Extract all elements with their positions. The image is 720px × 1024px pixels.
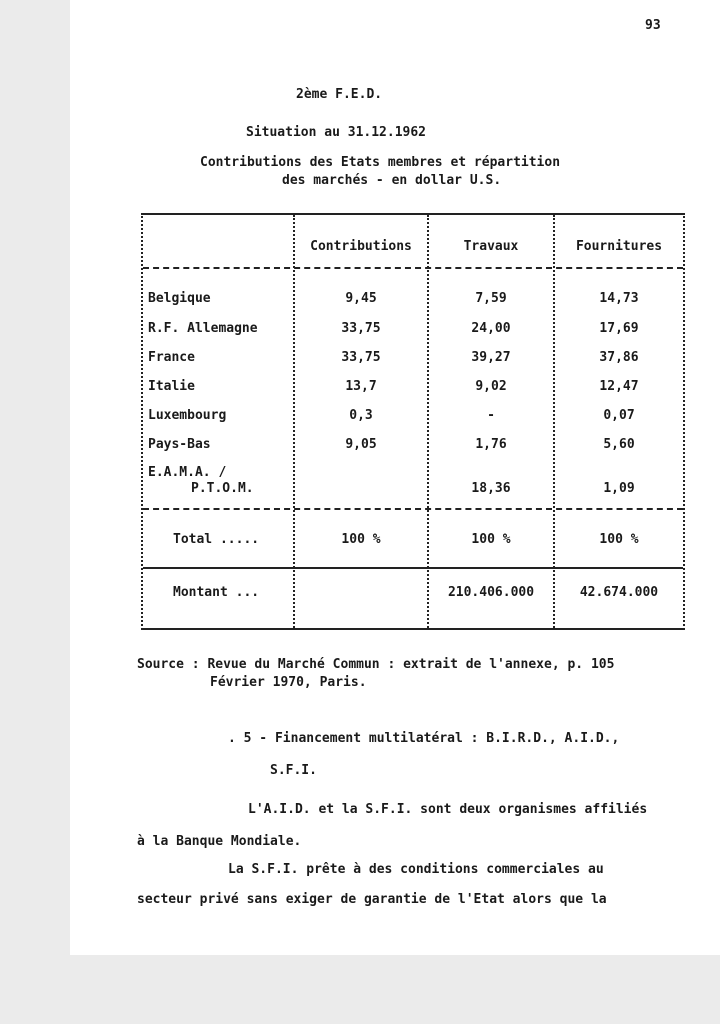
row-label-luxembourg: Luxembourg	[148, 408, 227, 423]
row-label-eama: E.A.M.A. /	[148, 465, 227, 480]
section-heading-cont: S.F.I.	[270, 763, 317, 778]
row-label-italie: Italie	[148, 379, 195, 394]
cell-fournitures: 17,69	[599, 321, 639, 336]
row-label-montant: Montant ...	[173, 585, 260, 600]
heading-situation: Situation au 31.12.1962	[246, 125, 427, 140]
cell-travaux: -	[487, 408, 495, 423]
section-heading: . 5 - Financement multilatéral : B.I.R.D., A.I.D.,	[228, 731, 620, 746]
paragraph-text: secteur privé sans exiger de garantie de l'Etat alors que la	[137, 892, 607, 907]
cell-fournitures: 0,07	[603, 408, 635, 423]
paragraph-text: La S.F.I. prête à des conditions commerciales au	[228, 862, 604, 877]
cell-travaux: 1,76	[475, 437, 507, 452]
cell-fournitures: 5,60	[603, 437, 635, 452]
paragraph-text: à la Banque Mondiale.	[137, 834, 302, 849]
cell-total-fournitures: 100 %	[599, 532, 639, 547]
row-label-total: Total .....	[173, 532, 260, 547]
total-divider	[143, 508, 683, 510]
montant-divider	[143, 567, 683, 569]
contributions-table	[141, 213, 685, 630]
heading-fed: 2ème F.E.D.	[296, 87, 383, 102]
cell-montant-travaux: 210.406.000	[447, 585, 535, 600]
cell-fournitures: 14,73	[599, 291, 639, 306]
cell-contributions: 33,75	[341, 350, 381, 365]
cell-travaux: 9,02	[475, 379, 507, 394]
cell-contributions: 9,05	[345, 437, 377, 452]
cell-total-travaux: 100 %	[471, 532, 511, 547]
column-header-fournitures: Fournitures	[575, 239, 663, 254]
column-header-travaux: Travaux	[463, 239, 519, 254]
cell-travaux: 18,36	[471, 481, 511, 496]
heading-contributions: Contributions des Etats membres et répartition	[200, 155, 561, 170]
heading-marches: des marchés - en dollar U.S.	[282, 173, 502, 188]
cell-contributions: 0,3	[349, 408, 373, 423]
cell-travaux: 39,27	[471, 350, 511, 365]
paragraph-text: L'A.I.D. et la S.F.I. sont deux organismes affiliés	[248, 802, 648, 817]
column-header-contributions: Contributions	[310, 239, 412, 254]
cell-contributions: 9,45	[345, 291, 377, 306]
page-number: 93	[645, 18, 661, 33]
cell-fournitures: 12,47	[599, 379, 639, 394]
row-label-ptom: P.T.O.M.	[191, 481, 254, 496]
cell-fournitures: 1,09	[603, 481, 635, 496]
source-citation: Source : Revue du Marché Commun : extrait de l'annexe, p. 105	[137, 657, 615, 672]
cell-contributions: 13,7	[345, 379, 377, 394]
row-label-pays-bas: Pays-Bas	[148, 437, 211, 452]
cell-total-contributions: 100 %	[341, 532, 381, 547]
cell-travaux: 24,00	[471, 321, 511, 336]
row-label-allemagne: R.F. Allemagne	[148, 321, 258, 336]
header-divider	[143, 267, 683, 269]
cell-montant-fournitures: 42.674.000	[579, 585, 659, 600]
cell-contributions: 33,75	[341, 321, 381, 336]
row-label-belgique: Belgique	[148, 291, 211, 306]
cell-travaux: 7,59	[475, 291, 507, 306]
source-date: Février 1970, Paris.	[210, 675, 367, 690]
cell-fournitures: 37,86	[599, 350, 639, 365]
row-label-france: France	[148, 350, 195, 365]
